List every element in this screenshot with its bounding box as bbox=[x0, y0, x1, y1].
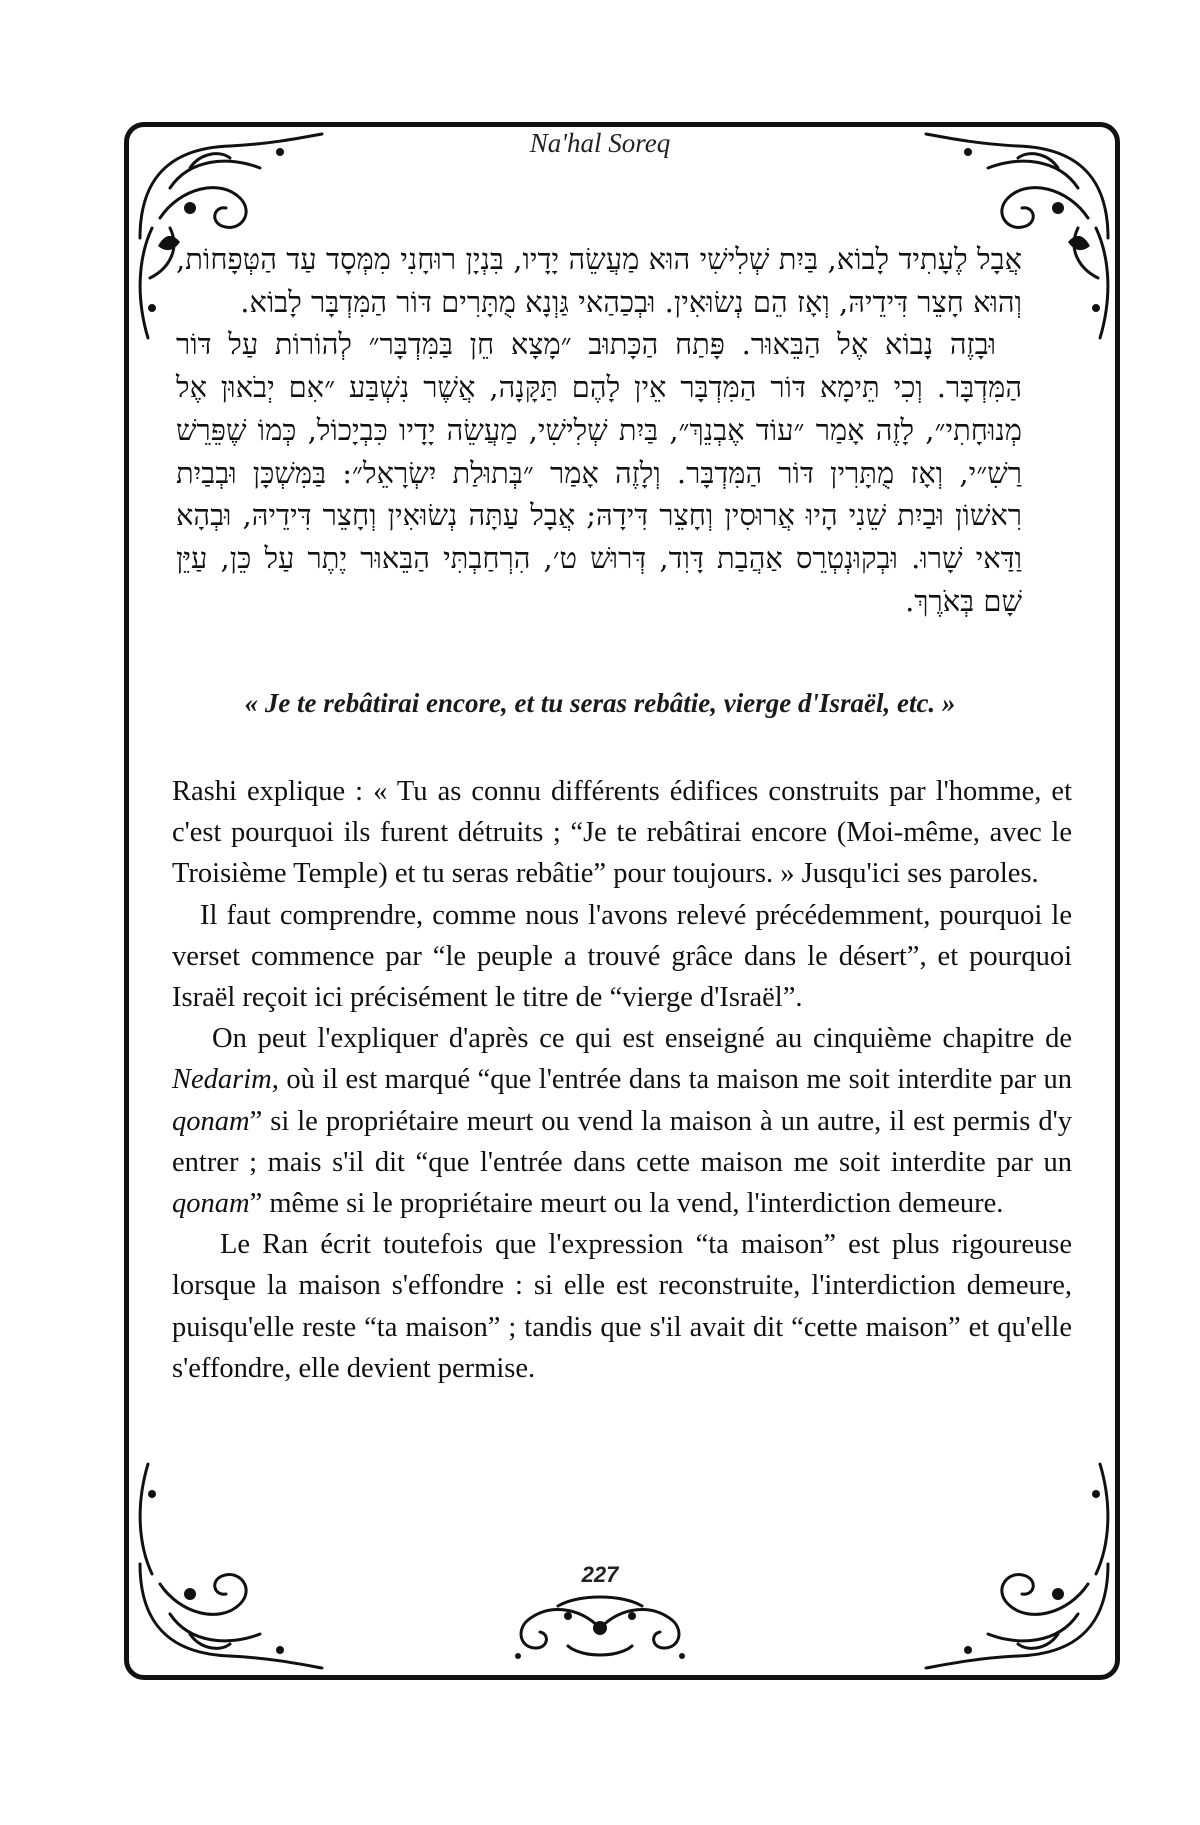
body-paragraph: Il faut comprendre, comme nous l'avons relevé précédemment, pourquoi le verset commence par “le peuple a trouvé grâce dans le désert”, et pourquoi Israël reçoit ici précisément le titre de “vierge d'Israël”. bbox=[172, 899, 1072, 1014]
italic-term: qonam bbox=[172, 1105, 250, 1137]
body-paragraph bbox=[172, 1018, 1072, 1224]
italic-term: qonam bbox=[172, 1188, 250, 1220]
hebrew-paragraph: אֲבָל לֶעָתִיד לָבוֹא, בַּיִת שְׁלִישִׁי הוּא מַעֲשֵׂה יָדָיו, בִּנְיָן רוּחָנִי מִמְּסָד עַד הַטְּפָחוֹת, וְהוּא חָצֵר דִּידֵיהּ, וְאָז הֵם נְשׂוּאִין. וּבְכַהַאי גַּוְנָא מֻתָּרִים דּוֹר הַמִּדְבָּר לָבוֹא. bbox=[176, 242, 1022, 319]
verse-quote: « Je te rebâtirai encore, et tu seras rebâtie, vierge d'Israël, etc. » bbox=[244, 688, 956, 718]
hebrew-paragraph: וּבָזֶה נָבוֹא אֶל הַבֵּאוּר. פָּתַח הַכָּתוּב ״מָצָא חֵן בַּמִּדְבָּר״ לְהוֹרוֹת עַל דּוֹר הַמִּדְבָּר. וְכִי תֵּימָא דּוֹר הַמִּדְבָּר אֵין לָהֶם תַּקָּנָה, אֲשֶׁר נִשְׁבַּע ״אִם יְבֹאוּן אֶל מְנוּחָתִי״, לָזֶה אָמַר ״עוֹד אֶבְנֵךְ״, בַּיִת שְׁלִישִׁי, מַעֲשֵׂה יָדָיו כִּבְיָכוֹל, כְּמוֹ שֶׁפֵּרֵשׁ רַשִׁ״י, וְאָז מֻתָּרִין דּוֹר הַמִּדְבָּר. וְלָזֶה אָמַר ״בְּתוּלַת יִשְׂרָאֵל״: בַּמִּשְׁכָּן וּבְבַיִת רִאשׁוֹן וּבַיִת שֵׁנִי הָיוּ אֲרוּסִין וְחָצֵר דִּידָהּ; אֲבָל עַתָּה נְשׂוּאִין וְחָצֵר דִּידֵיהּ, וּבְהָא וַדַּאי שָׁרוּ. וּבְקוּנְטְרֵס אַהֲבַת דָּוִד, דְּרוּשׁ ט׳, הִרְחַבְתִּי הַבֵּאוּר יֶתֶר עַל כֵּן, עַיֵּן שָׁם בְּאֹרֶךְ. bbox=[176, 327, 1022, 618]
page-number: 227 bbox=[581, 1562, 619, 1587]
body-paragraph: Le Ran écrit toutefois que l'expression “ta maison” est plus rigoureuse lorsque la maison s'effondre : si elle est reconstruite, l'interdiction demeure, puisqu'elle reste “ta maison” ; tandis que s'il avait dit “cette maison” et qu'elle s'effondre, elle devient permise. bbox=[172, 1229, 1072, 1384]
bottom-center-ornament bbox=[508, 1586, 692, 1670]
text-run: où il est marqué “que l'entrée dans ta maison me soit interdite par un bbox=[278, 1064, 1072, 1096]
text-run: ” si le propriétaire meurt ou vend la maison à un autre, il est permis d'y entrer ; mais s'il dit “que l'entrée dans cette maison me soit interdite par un bbox=[172, 1105, 1072, 1178]
italic-term: Nedarim, bbox=[172, 1064, 279, 1096]
body-text bbox=[172, 771, 1072, 1389]
text-run: On peut l'expliquer d'après ce qui est enseigné au cinquième chapitre de bbox=[212, 1023, 1072, 1055]
body-paragraph: Rashi explique : « Tu as connu différents édifices construits par l'homme, et c'est pourquoi ils furent détruits ; “Je te rebâtirai encore (Moi-même, avec le Troisième Temple) et tu seras rebâtie” pour toujours. » Jusqu'ici ses paroles. bbox=[172, 776, 1072, 890]
running-head: Na'hal Soreq bbox=[529, 128, 671, 158]
hebrew-text-block bbox=[176, 238, 1022, 622]
text-run: ” même si le propriétaire meurt ou la vend, l'interdiction demeure. bbox=[249, 1188, 1004, 1220]
